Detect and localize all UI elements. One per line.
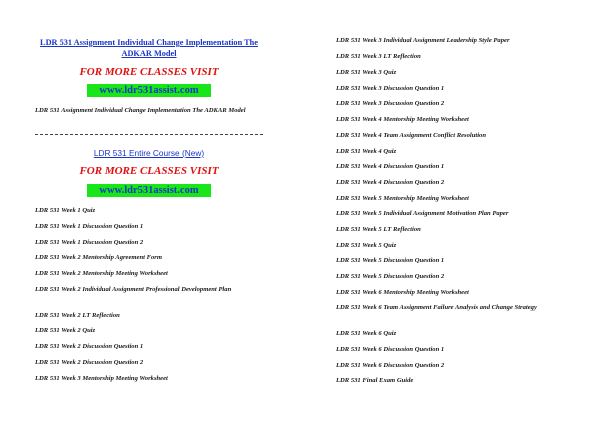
- list-item[interactable]: LDR 531 Week 2 Discussion Question 2: [35, 359, 144, 366]
- site-link-2[interactable]: www.ldr531assist.com: [87, 184, 211, 197]
- list-item[interactable]: LDR 531 Week 1 Quiz: [35, 207, 96, 214]
- list-item[interactable]: LDR 531 Week 6 Discussion Question 2: [336, 362, 445, 369]
- assignment-description: LDR 531 Assignment Individual Change Implementation The ADKAR Model: [35, 107, 246, 114]
- list-item[interactable]: LDR 531 Week 1 Discussion Question 1: [35, 223, 144, 230]
- list-item[interactable]: LDR 531 Week 2 Mentorship Meeting Worksheet: [35, 270, 168, 277]
- promo-heading-2: FOR MORE CLASSES VISIT: [79, 165, 219, 177]
- list-item[interactable]: LDR 531 Week 5 Individual Assignment Motivation Plan Paper: [336, 210, 509, 217]
- list-item[interactable]: LDR 531 Week 4 Discussion Question 1: [336, 163, 445, 170]
- list-item[interactable]: LDR 531 Week 6 Quiz: [336, 330, 397, 337]
- list-item[interactable]: LDR 531 Week 3 Discussion Question 1: [336, 85, 445, 92]
- list-item[interactable]: LDR 531 Week 5 Mentorship Meeting Worksheet: [336, 195, 469, 202]
- list-item[interactable]: LDR 531 Week 2 Individual Assignment Professional Development Plan: [35, 286, 232, 293]
- list-item[interactable]: LDR 531 Week 5 Discussion Question 2: [336, 273, 445, 280]
- list-item[interactable]: LDR 531 Week 4 Quiz: [336, 148, 397, 155]
- list-item[interactable]: LDR 531 Week 4 Discussion Question 2: [336, 179, 445, 186]
- list-item[interactable]: LDR 531 Week 2 LT Reflection: [35, 312, 120, 319]
- list-item[interactable]: LDR 531 Week 2 Mentorship Agreement Form: [35, 254, 162, 261]
- list-item[interactable]: LDR 531 Week 4 Team Assignment Conflict Resolution: [336, 132, 487, 139]
- list-item[interactable]: LDR 531 Week 3 Discussion Question 2: [336, 100, 445, 107]
- list-item[interactable]: LDR 531 Week 5 Discussion Question 1: [336, 257, 445, 264]
- entire-course-link[interactable]: LDR 531 Entire Course (New): [93, 148, 205, 158]
- list-item[interactable]: LDR 531 Week 4 Mentorship Meeting Worksheet: [336, 116, 469, 123]
- list-item[interactable]: LDR 531 Final Exam Guide: [336, 377, 414, 384]
- list-item[interactable]: LDR 531 Week 3 LT Reflection: [336, 53, 421, 60]
- list-item[interactable]: LDR 531 Week 2 Discussion Question 1: [35, 343, 144, 350]
- dashed-divider: [35, 134, 263, 135]
- list-item[interactable]: LDR 531 Week 2 Quiz: [35, 327, 96, 334]
- list-item[interactable]: LDR 531 Week 1 Discussion Question 2: [35, 239, 144, 246]
- list-item[interactable]: LDR 531 Week 3 Individual Assignment Leadership Style Paper: [336, 37, 510, 44]
- list-item[interactable]: LDR 531 Week 5 LT Reflection: [336, 226, 421, 233]
- promo-heading-1: FOR MORE CLASSES VISIT: [79, 66, 219, 78]
- list-item[interactable]: LDR 531 Week 6 Team Assignment Failure Analysis and Change Strategy: [336, 304, 537, 311]
- list-item[interactable]: LDR 531 Week 5 Quiz: [336, 242, 397, 249]
- list-item[interactable]: LDR 531 Week 3 Mentorship Meeting Worksheet: [35, 375, 168, 382]
- list-item[interactable]: LDR 531 Week 6 Mentorship Meeting Worksheet: [336, 289, 469, 296]
- title-link[interactable]: LDR 531 Assignment Individual Change Implementation The ADKAR Model: [40, 38, 258, 58]
- list-item[interactable]: LDR 531 Week 3 Quiz: [336, 69, 397, 76]
- list-item[interactable]: LDR 531 Week 6 Discussion Question 1: [336, 346, 445, 353]
- site-link-1[interactable]: www.ldr531assist.com: [87, 84, 211, 97]
